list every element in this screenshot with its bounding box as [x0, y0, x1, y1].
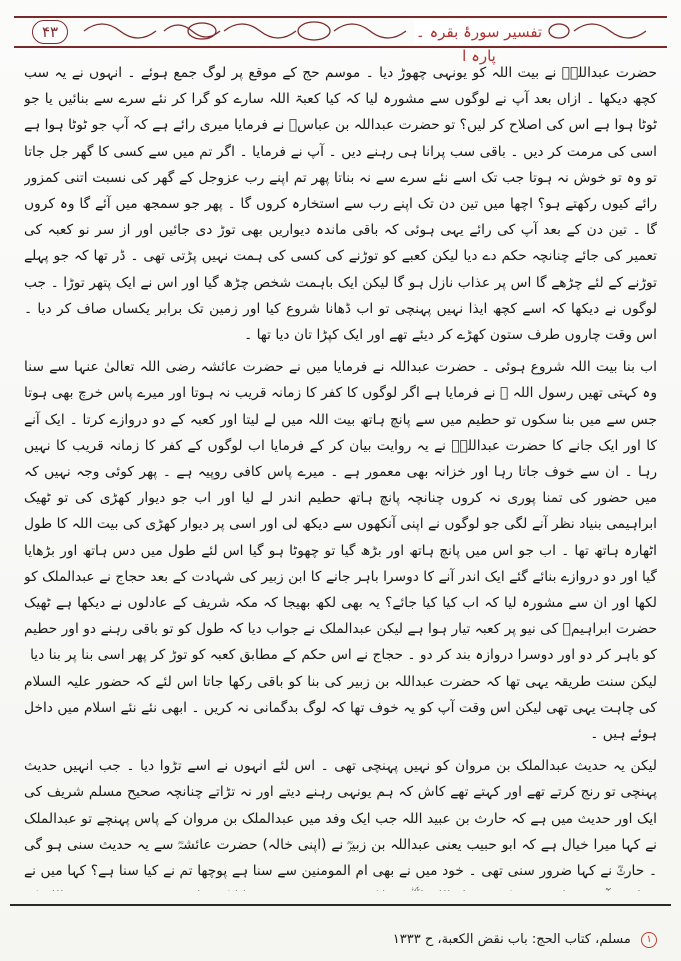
- body-text: [24, 60, 657, 891]
- paragraph: لیکن سنت طریقہ یہی تھا کہ حضرت عبداللہ بن زبیر کی بنا کو باقی رکھا جاتا اس لئے کہ حضور علیہ السلام کی چاہت یہی تھی لیکن اس وقت آپ کو یہ خوف تھا کہ لوگ بدگمانی نہ کریں ۔ ابھی نئے نئے اسلام میں داخل ہوئے ہیں ۔: [24, 673, 657, 743]
- footnote-text: مسلم، كتاب الحج: باب نقض الكعبة، ح ١٣٣٣: [392, 932, 631, 947]
- paragraph: لیکن یہ حدیث عبدالملک بن مروان کو نہیں پہنچی تھی ۔ اس لئے انہوں نے اسے تڑوا دیا ۔ جب انہیں حدیث پہنچی تو رنج کرتے تھے اور کہتے تھے کاش کہ ہم یونہی رہنے دیتے اور نہ تڑاتے چنانچہ صحیح مسلم شریف کی ایک اور حدیث میں ہے کہ حارث بن عبید اللہ جب ایک وفد میں عبدالملک بن مروان کے پاس پہنچے تو عبدالملک نے کہا میرا خیال ہے کہ ابو حبیب یعنی عبداللہ بن زبیرؓ نے (اپنی خالہ) حضرت عائشہؓ سے یہ حدیث سنی ہو گی ۔ حارثؓ نے کہا ضرور سنی تھی ۔ خود میں نے بھی ام المومنین سے سنا ہے پوچھا تم نے کیا سنا ہے؟ کہا میں نے: [24, 758, 657, 880]
- header-ornament-icon: [14, 8, 667, 52]
- page-number: ۴۳: [32, 20, 68, 44]
- footnote-divider: [10, 904, 671, 906]
- footnote: [24, 928, 657, 952]
- page-header: [14, 8, 667, 65]
- footnote-marker: ۱: [641, 932, 657, 948]
- running-title: تفسیر سورۂ بقرہ ۔ پارہ ا: [414, 20, 544, 44]
- paragraph: اب بنا بیت اللہ شروع ہوئی ۔ حضرت عبداللہ نے فرمایا میں نے حضرت عائشہ رضی اللہ تعالیٰ عنہا سے سنا وہ کہتی تھیں رسول اللہ ﷺ نے فرمایا ہے اگر لوگوں کا کفر کا زمانہ قریب نہ ہوتا اور میرے پاس خرچ بھی ہوتا جس سے میں بنا سکوں تو حطیم میں سے پانچ ہاتھ بیت اللہ میں لے لیتا اور کعبہ کے دو دروازے کرتا ۔ ایک آنے کا اور ایک جانے کا حضرت عبداللہؓ نے یہ روایت بیان کر کے فرمایا اب لوگوں کے کفر کا زمانہ قریب کا نہیں رہا ۔ ان سے خوف جاتا رہا اور خزانہ بھی معمور ہے ۔ میرے پاس کافی روپیہ ہے ۔ پھر کوئی وجہ نہیں کہ میں حضور کی تمنا پوری نہ کروں چنانچہ پانچ ہاتھ حطیم اندر لے لیا اور اب جو دیوار کھڑی کی تو ٹھیک ابراہیمی بنیاد نظر آنے لگی جو لوگوں نے اپنی آنکھوں سے دیکھ لی اور اسی پر دیوار کھڑی کی بیت اللہ کا طول اٹھارہ ہاتھ تھا ۔ اب جو اس میں پانچ ہاتھ اور بڑھ گیا تو چھوٹا ہو گیا اس لئے طول میں دس ہاتھ اور بڑھایا گیا اور دو دروازے بنائے گئے ایک اندر آنے کا دوسرا باہر جانے کا ابن زبیر کی شہادت کے بعد حجاج نے عبدالملک کو لکھا اور ان سے مشورہ لیا کہ اب کیا کیا جائے؟ یہ بھی لکھ بھیجا کہ مکہ شریف کے عادلوں نے دیکھا ہے ٹھیک حضرت ابراہیمؑ کی نیو پر کعبہ تیار ہوا ہے لیکن عبدالملک نے جواب دیا کہ طول کو تو باقی رہنے دو اور حطیم کو باہر کر دو اور دوسرا دروازہ بند کر دو ۔ حجاج نے اس حکم کے مطابق کعبہ کو توڑ کر پھر اسی بنا پر بنا دیا: [24, 359, 657, 664]
- paragraph: حضرت عبداللہؓ نے بیت اللہ کو یونہی چھوڑ دیا ۔ موسم حج کے موقع پر لوگ جمع ہوئے ۔ انہوں نے یہ سب کچھ دیکھا ۔ ازاں بعد آپ نے لوگوں سے مشورہ لیا کہ کیا کعبۃ اللہ سارے کو گرا کر نئے سرے سے بنائیں یا جو ٹوٹا ہوا ہے اس کی اصلاح کر لیں؟ تو حضرت عبداللہ بن عباسؓ نے فرمایا میری رائے ہے کہ آپ جو ٹوٹا ہوا ہے اسی کی مرمت کر دیں ۔ باقی سب پرانا ہی رہنے دیں ۔ آپ نے فرمایا ۔ اگر تم میں سے کسی کا گھر جل جاتا تو وہ تو خوش نہ ہوتا جب تک اسے نئے سرے سے نہ بناتا پھر تم اپنے رب عزوجل کے گھر کی نسبت اتنی کمزور رائے کیوں رکھتے ہو؟ اچھا میں تین دن تک اپنے رب سے استخارہ کروں گا ۔ پھر جو سمجھ میں آئے گا وہ کروں گا ۔ تین دن کے بعد آپ کی رائے یہی ہوئی کہ باقی ماندہ دیواریں بھی توڑ دی جائیں اور از سر نو کعبہ کی تعمیر کی جائے چنانچہ حکم دے دیا لیکن کعبے کو توڑنے کی کسی کی ہمت نہیں پڑتی تھی ۔ ڈر تھا کہ جو پہلے توڑنے کے لئے چڑھے گا اس پر عذاب نازل ہو گا لیکن ایک باہمت شخص چڑھ گیا اور اس نے ایک پتھر توڑا ۔ جب لوگوں نے دیکھا کہ اسے کچھ ایذا نہیں پہنچی تو اب ڈھانا شروع کیا اور زمین تک برابر یکساں صاف کر دیا ۔ اس وقت چاروں طرف ستون کھڑے کر دیئے تھے اور ایک کپڑا تان دیا تھا ۔: [24, 65, 657, 344]
